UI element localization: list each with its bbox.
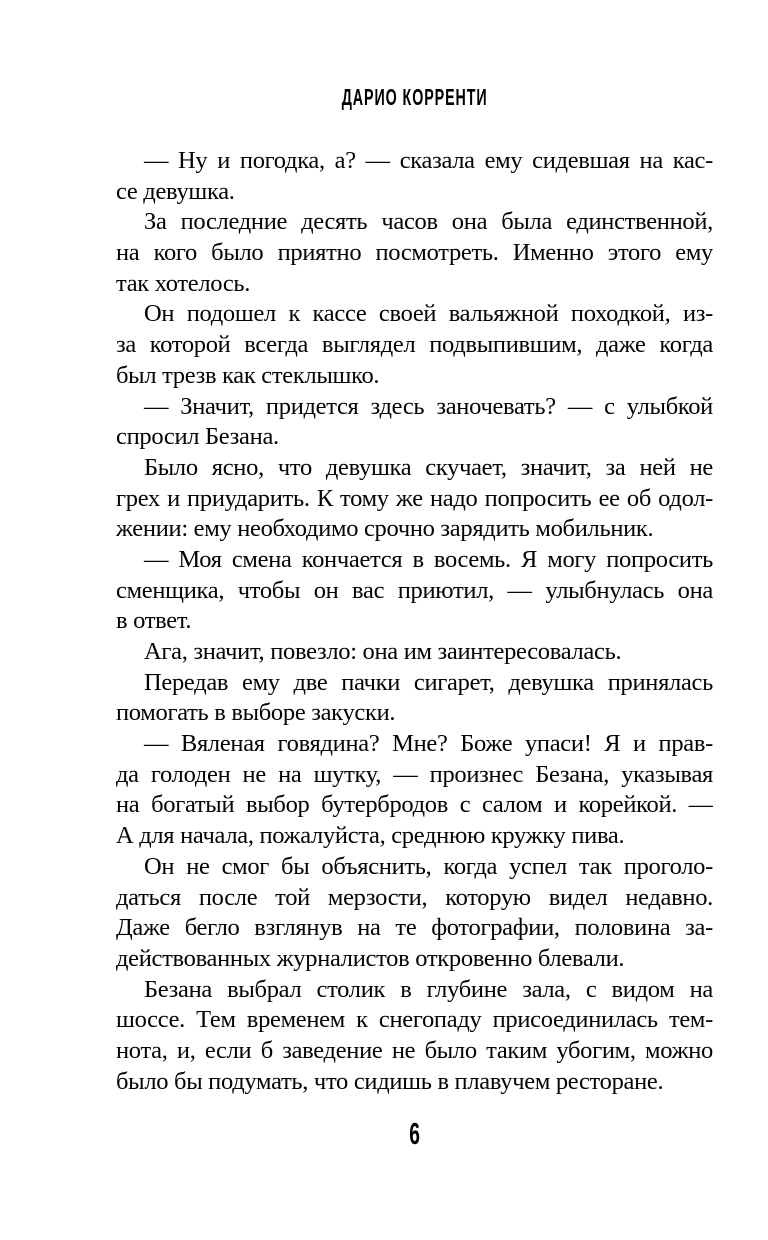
text-line: спросил Безана. [116, 423, 279, 451]
text-line: Было ясно, что девушка скучает, значит, за ней не [144, 453, 713, 481]
text-line: даться после той мерзости, которую видел недавно. [116, 883, 713, 911]
paragraph [116, 453, 713, 545]
text-line: шоссе. Тем временем к снегопаду присоединилась тем- [116, 1006, 713, 1034]
text-line: на кого было приятно посмотреть. Именно этого ему [116, 239, 713, 267]
text-line: Безана выбрал столик в глубине зала, с видом на [144, 975, 713, 1003]
page-footer [116, 1116, 713, 1152]
text-line: Ага, значит, повезло: она им заинтересовалась. [144, 638, 622, 665]
page-number: 6 [409, 1116, 420, 1151]
text-line: за которой всегда выглядел подвыпившим, даже когда [116, 331, 713, 359]
paragraph [116, 146, 713, 207]
text-line: — Ну и погодка, а? — сказала ему сидевшая на кас- [144, 147, 713, 174]
text-line: было бы подумать, что сидишь в плавучем ресторане. [116, 1067, 664, 1095]
text-line: помогать в выборе закуски. [116, 699, 396, 727]
text-line: сменщика, чтобы он вас приютил, — улыбнулась она [116, 576, 713, 604]
text-line: Он подошел к кассе своей вальяжной походкой, из- [144, 300, 713, 328]
text-line: се девушка. [116, 177, 235, 205]
text-line: — Значит, придется здесь заночевать? — с улыбкой [144, 392, 713, 420]
running-header [116, 84, 713, 111]
text-line: Он не смог бы объяснить, когда успел так проголо- [144, 852, 713, 880]
paragraph [116, 852, 713, 975]
text-line: так хотелось. [116, 269, 251, 297]
paragraph [116, 668, 713, 729]
text-line: был трезв как стеклышко. [116, 361, 380, 389]
text-line: А для начала, пожалуйста, среднюю кружку пива. [116, 822, 625, 850]
text-line: на богатый выбор бутербродов с салом и корейкой. — [116, 791, 713, 819]
text-line: действованных журналистов откровенно блевали. [116, 944, 625, 972]
text-line: За последние десять часов она была единственной, [144, 208, 713, 236]
paragraph [116, 207, 713, 299]
paragraph [116, 392, 713, 453]
paragraph [116, 545, 713, 637]
paragraph [116, 637, 713, 668]
text-line: да голоден не на шутку, — произнес Безана, указывая [116, 760, 713, 788]
text-line: — Моя смена кончается в восемь. Я могу попросить [144, 545, 713, 573]
text-line: Передав ему две пачки сигарет, девушка принялась [144, 668, 713, 696]
paragraph [116, 729, 713, 852]
text-line: нота, и, если б заведение не было таким убогим, можно [116, 1036, 713, 1064]
paragraph [116, 299, 713, 391]
text-line: — Вяленая говядина? Мне? Боже упаси! Я и прав- [144, 730, 713, 758]
text-line: грех и приударить. К тому же надо попросить ее об одол- [116, 484, 713, 512]
text-line: жении: ему необходимо срочно зарядить мобильник. [116, 515, 654, 543]
paragraph [116, 975, 713, 1098]
page-text [116, 146, 713, 1097]
author-name: ДАРИО КОРРЕНТИ [341, 84, 488, 110]
text-line: в ответ. [116, 607, 192, 635]
text-line: Даже бегло взглянув на те фотографии, половина за- [116, 914, 713, 942]
